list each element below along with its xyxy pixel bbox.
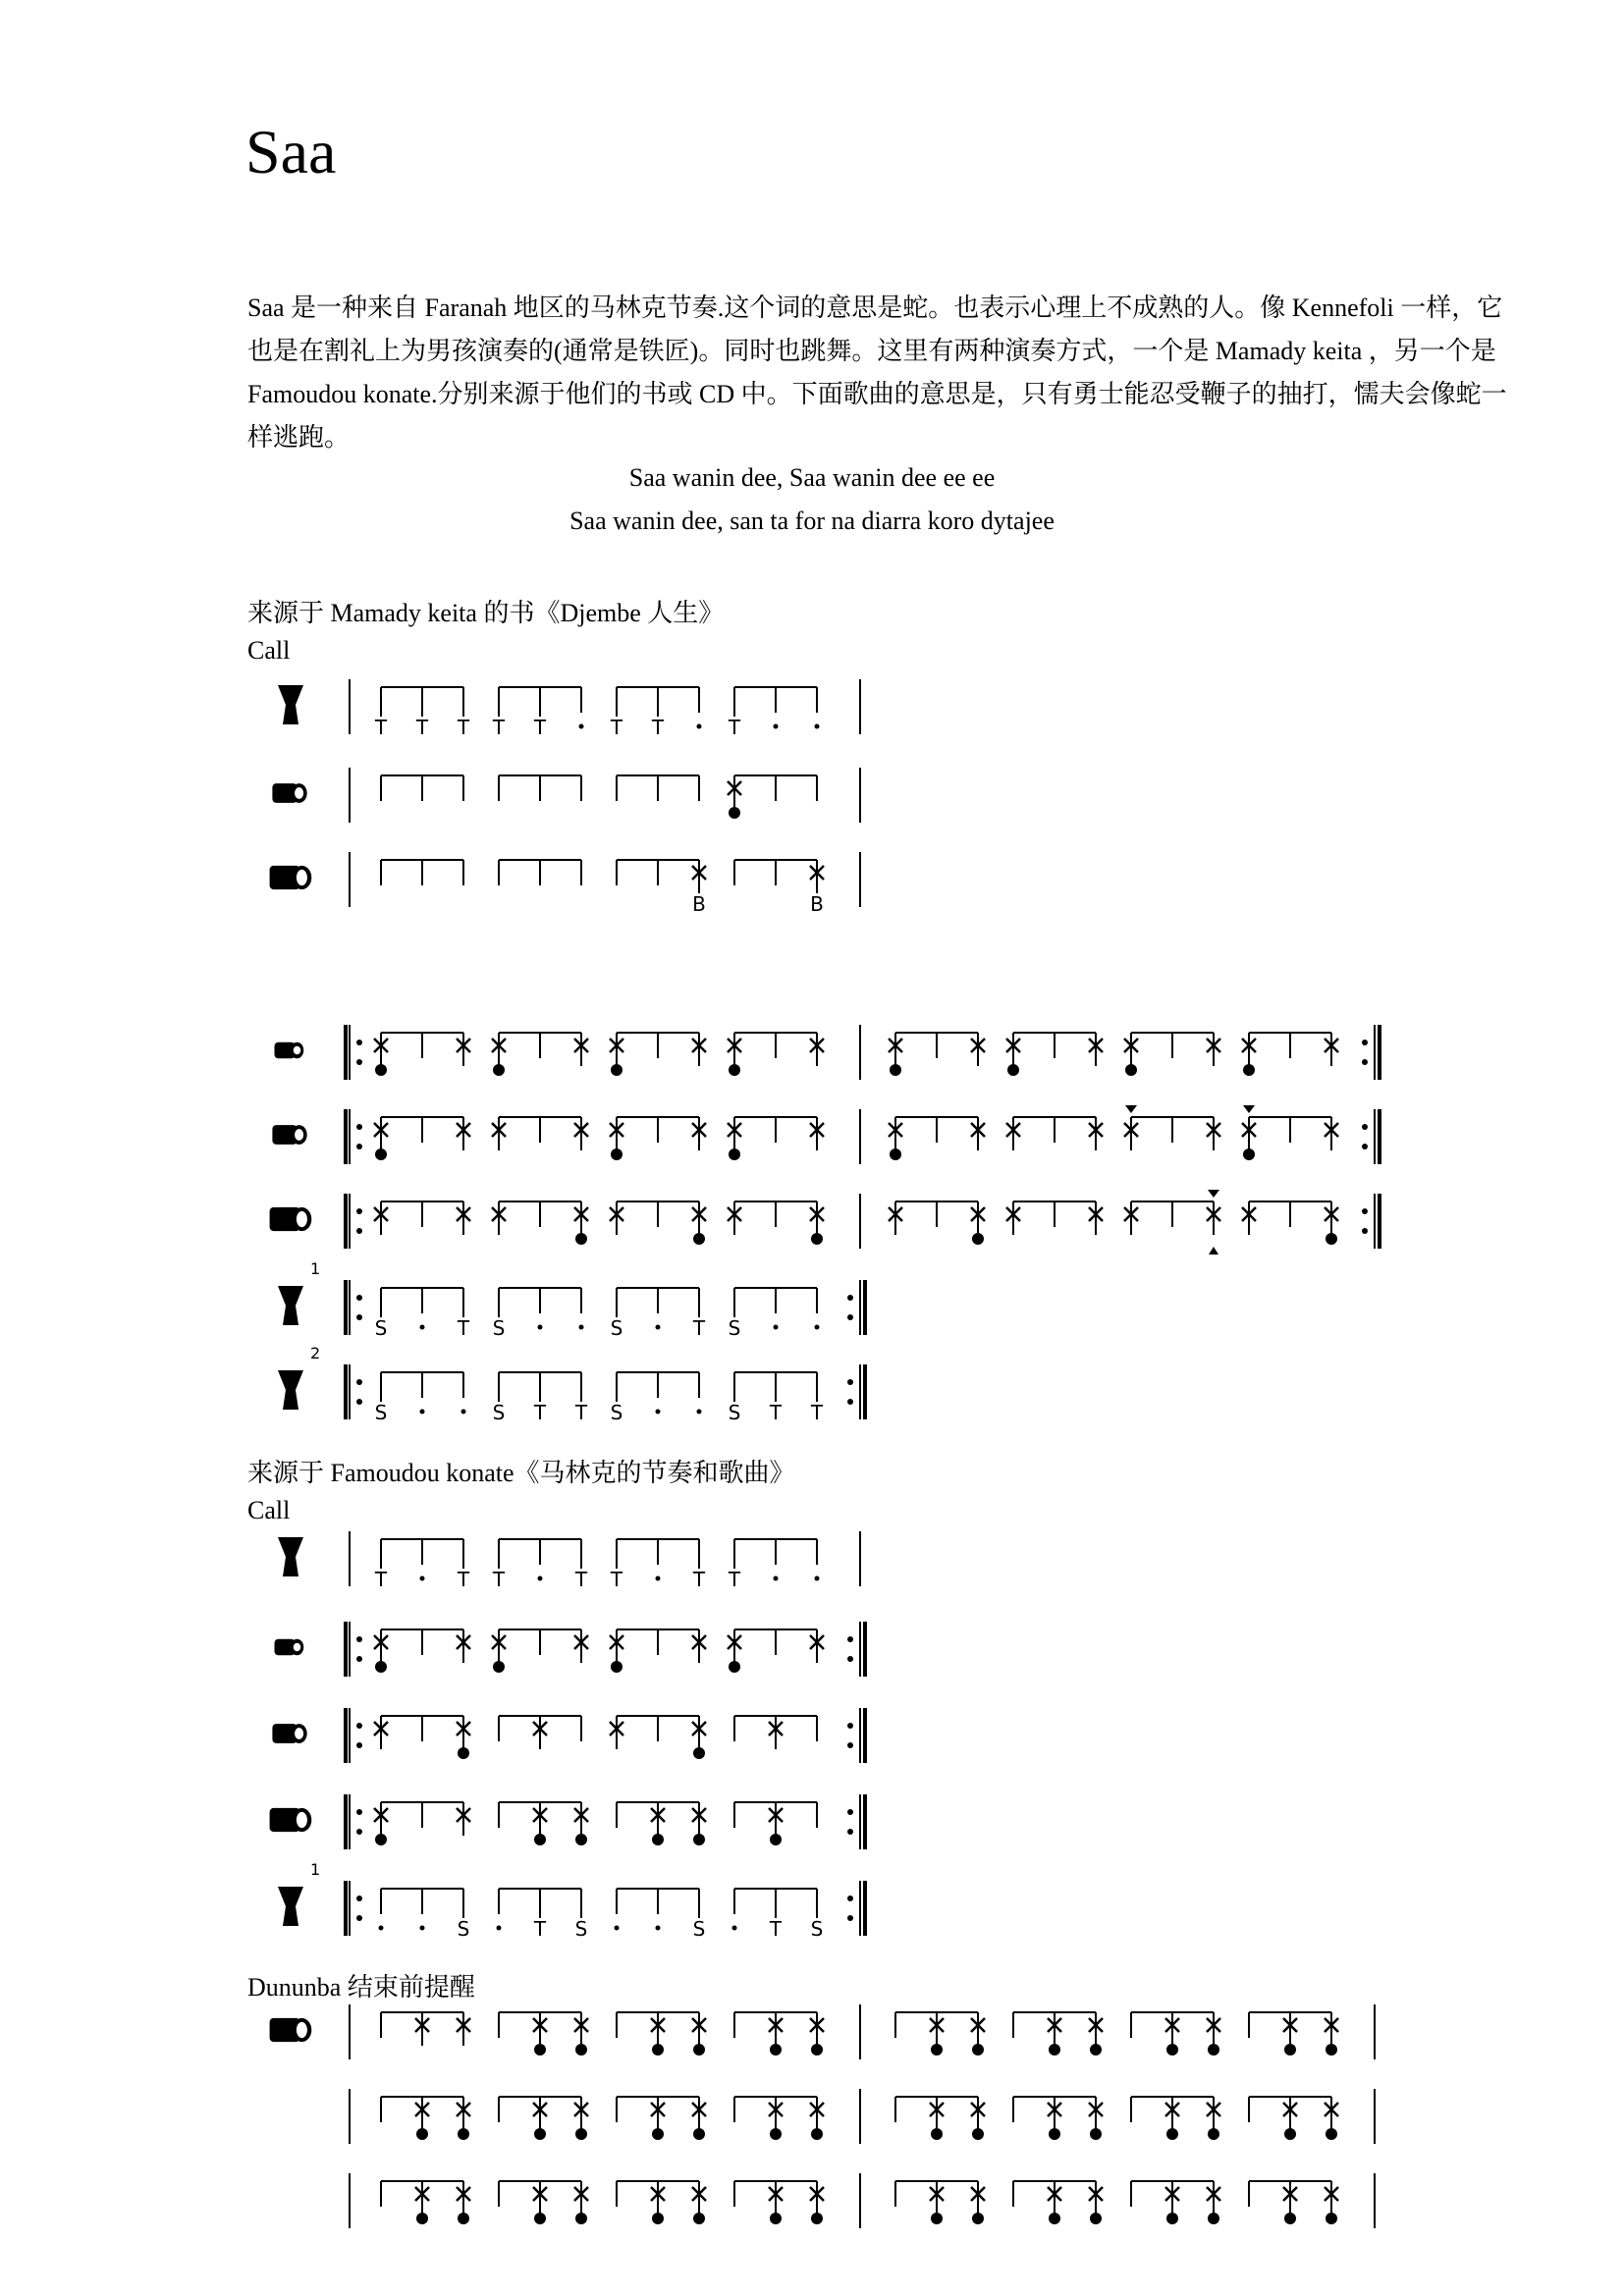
open-dot [375, 1064, 387, 1076]
open-dot [1049, 2044, 1060, 2056]
repeat-dot [356, 1636, 362, 1642]
repeat-dot [356, 1723, 362, 1729]
dununba-head-inner [297, 870, 307, 885]
sangban-icon [272, 1125, 306, 1145]
open-dot [693, 1233, 705, 1245]
kenkeni-icon [275, 1639, 304, 1656]
open-dot [611, 1064, 623, 1076]
stroke-letter: S [810, 1917, 824, 1941]
open-dot [729, 807, 740, 819]
rest-dot [774, 1325, 779, 1330]
dununba-head-inner [297, 1211, 307, 1227]
kenkeni-icon [275, 1042, 304, 1059]
repeat-dot [847, 1656, 853, 1662]
djembe-icon [278, 685, 303, 724]
djembe-shape [278, 1286, 303, 1325]
open-dot [458, 1747, 469, 1759]
open-dot [890, 1148, 901, 1160]
open-dot [693, 2128, 705, 2140]
kenkeni-head-inner [294, 1643, 301, 1652]
open-dot [931, 2128, 943, 2140]
rest-dot [379, 1926, 384, 1931]
stroke-letter: S [610, 1401, 623, 1424]
open-dot [1049, 2213, 1060, 2224]
djembe-icon [278, 1370, 303, 1410]
stroke-letter: T [374, 1568, 388, 1591]
sangban-icon [272, 783, 306, 803]
stave-4 [346, 1025, 1380, 1080]
open-dot [534, 1834, 546, 1845]
stroke-letter: T [415, 716, 429, 739]
open-dot [575, 2128, 587, 2140]
stroke-letter: S [692, 1917, 706, 1941]
rest-dot [579, 724, 584, 729]
stroke-letter: T [610, 1568, 623, 1591]
mute-mark [1243, 1105, 1255, 1113]
open-dot [770, 2044, 782, 2056]
open-dot [1166, 2213, 1178, 2224]
repeat-dot [847, 1314, 853, 1320]
rest-dot [420, 1926, 425, 1931]
stave-1 [350, 679, 860, 739]
lyric-line-1: Saa wanin dee, Saa wanin dee ee ee [628, 463, 996, 492]
open-dot [416, 2128, 428, 2140]
open-dot [1090, 2128, 1102, 2140]
stroke-letter: B [692, 892, 706, 916]
open-dot [1166, 2044, 1178, 2056]
rest-dot [497, 1926, 502, 1931]
repeat-dot [356, 1144, 362, 1149]
repeat-dot [1362, 1208, 1368, 1214]
stroke-letter: T [492, 1568, 506, 1591]
stroke-letter: T [374, 716, 388, 739]
rest-dot [815, 1576, 820, 1581]
page-title: Saa [245, 117, 337, 187]
open-dot [972, 2044, 984, 2056]
repeat-dot [356, 1059, 362, 1065]
sangban-head-inner [295, 1728, 303, 1739]
rest-dot [656, 1926, 661, 1931]
stroke-letter: T [692, 1568, 706, 1591]
lyric-line-2: Saa wanin dee, san ta for na diarra koro dytajee [569, 507, 1055, 535]
repeat-dot [356, 1208, 362, 1214]
repeat-dot [356, 1040, 362, 1045]
open-dot [1166, 2128, 1178, 2140]
djembe-icon [278, 1887, 303, 1926]
rest-dot [815, 724, 820, 729]
stroke-letter: T [810, 1401, 824, 1424]
open-dot [1090, 2044, 1102, 2056]
open-dot [375, 1661, 387, 1673]
stroke-letter: B [810, 892, 824, 916]
stroke-letter: S [457, 1917, 470, 1941]
repeat-dot [356, 1379, 362, 1385]
repeat-dot [847, 1896, 853, 1901]
stroke-letter: S [374, 1401, 388, 1424]
open-dot [1284, 2213, 1296, 2224]
stave-8 [310, 1344, 865, 1424]
stroke-letter: T [728, 716, 741, 739]
repeat-dot [847, 1379, 853, 1385]
stroke-letter: T [533, 716, 547, 739]
stroke-letter: T [651, 716, 665, 739]
open-dot [652, 2044, 664, 2056]
open-dot [811, 2213, 823, 2224]
source-mamady-keita: 来源于 Mamady keita 的书《Djembe 人生》 [247, 599, 725, 627]
repeat-dot [847, 1829, 853, 1835]
open-dot [693, 1834, 705, 1845]
open-dot [652, 2128, 664, 2140]
djembe-number: 2 [310, 1344, 321, 1362]
stroke-letter: T [457, 1568, 470, 1591]
repeat-dot [847, 1809, 853, 1815]
djembe-icon [278, 1286, 303, 1325]
stave-7 [310, 1259, 865, 1340]
open-dot [693, 2213, 705, 2224]
open-dot [1326, 2044, 1337, 2056]
djembe-shape [278, 1887, 303, 1926]
djembe-icon [278, 1537, 303, 1576]
stroke-letter: S [492, 1401, 506, 1424]
open-dot [575, 1834, 587, 1845]
repeat-dot [847, 1915, 853, 1921]
dununba-ending-label: Dununba 结束前提醒 [247, 1973, 475, 2002]
mute-mark [1208, 1190, 1219, 1198]
stave-6 [346, 1190, 1380, 1255]
open-dot [1125, 1064, 1137, 1076]
repeat-dot [1362, 1228, 1368, 1234]
djembe-shape [278, 1370, 303, 1410]
open-dot [534, 2128, 546, 2140]
repeat-dot [1362, 1124, 1368, 1130]
open-dot [729, 1064, 740, 1076]
open-dot [1243, 1064, 1255, 1076]
repeat-dot [356, 1228, 362, 1234]
djembe-shape [278, 1537, 303, 1576]
open-dot [1326, 2213, 1337, 2224]
stave-15 [350, 2089, 1375, 2144]
open-dot [972, 2128, 984, 2140]
repeat-dot [847, 1723, 853, 1729]
open-dot [575, 2213, 587, 2224]
open-dot [611, 1661, 623, 1673]
rest-dot [774, 1576, 779, 1581]
rest-dot [420, 1410, 425, 1415]
repeat-dot [847, 1295, 853, 1301]
rest-dot [656, 1576, 661, 1581]
open-dot [931, 2213, 943, 2224]
stroke-letter: T [533, 1917, 547, 1941]
repeat-dot [847, 1742, 853, 1748]
open-dot [811, 1233, 823, 1245]
stroke-letter: T [574, 1568, 588, 1591]
stroke-letter: S [374, 1316, 388, 1340]
mute-mark [1125, 1105, 1137, 1113]
open-dot [693, 1747, 705, 1759]
open-dot [611, 1148, 623, 1160]
stroke-letter: T [533, 1401, 547, 1424]
open-dot [1007, 1064, 1019, 1076]
djembe-number: 1 [310, 1860, 321, 1879]
stroke-letter: T [457, 1316, 470, 1340]
open-dot [1243, 1148, 1255, 1160]
open-dot [575, 2044, 587, 2056]
dununba-head-inner [297, 1812, 307, 1828]
repeat-dot [356, 1295, 362, 1301]
repeat-dot [356, 1809, 362, 1815]
stroke-letter: T [457, 716, 470, 739]
stroke-letter: T [574, 1401, 588, 1424]
dununba-icon [270, 866, 312, 889]
open-dot [652, 2213, 664, 2224]
dununba-icon [270, 1207, 312, 1231]
open-dot [770, 2128, 782, 2140]
open-dot [534, 2213, 546, 2224]
open-dot [729, 1148, 740, 1160]
rest-dot [420, 1576, 425, 1581]
repeat-dot [1362, 1040, 1368, 1045]
stroke-letter: T [769, 1401, 783, 1424]
open-dot [375, 1834, 387, 1845]
open-dot [375, 1148, 387, 1160]
open-dot [770, 1834, 782, 1845]
open-dot [493, 1661, 505, 1673]
stroke-letter: S [728, 1401, 741, 1424]
open-dot [729, 1661, 740, 1673]
call-label-1: Call [247, 636, 291, 665]
rest-dot [656, 1410, 661, 1415]
open-dot [890, 1064, 901, 1076]
open-dot [931, 2044, 943, 2056]
repeat-dot [356, 1915, 362, 1921]
stave-3 [350, 852, 860, 916]
dununba-icon [270, 1808, 312, 1832]
open-dot [1208, 2213, 1219, 2224]
open-dot [652, 1834, 664, 1845]
stroke-letter: T [769, 1917, 783, 1941]
open-dot [575, 1233, 587, 1245]
dununba-icon [270, 2018, 312, 2042]
dununba-head-inner [297, 2022, 307, 2038]
stroke-letter: S [492, 1316, 506, 1340]
rest-dot [579, 1325, 584, 1330]
stave-9 [350, 1531, 860, 1591]
stave-16 [350, 2173, 1375, 2228]
stave-11 [346, 1708, 865, 1763]
repeat-dot [356, 1314, 362, 1320]
rest-dot [697, 1410, 702, 1415]
stave-13 [310, 1860, 865, 1941]
open-dot [1090, 2213, 1102, 2224]
djembe-shape [278, 685, 303, 724]
stroke-letter: T [610, 716, 623, 739]
stave-2 [350, 768, 860, 823]
open-dot [534, 2044, 546, 2056]
open-dot [458, 2213, 469, 2224]
open-dot [1208, 2044, 1219, 2056]
sangban-head-inner [295, 787, 303, 799]
repeat-dot [1362, 1144, 1368, 1149]
repeat-dot [356, 1742, 362, 1748]
repeat-dot [1362, 1059, 1368, 1065]
accent-mark [1209, 1247, 1218, 1255]
sangban-icon [272, 1724, 306, 1743]
open-dot [1049, 2128, 1060, 2140]
open-dot [811, 2128, 823, 2140]
open-dot [770, 2213, 782, 2224]
open-dot [1284, 2044, 1296, 2056]
djembe-number: 1 [310, 1259, 321, 1278]
rest-dot [461, 1410, 466, 1415]
repeat-dot [356, 1656, 362, 1662]
open-dot [972, 2213, 984, 2224]
open-dot [416, 2213, 428, 2224]
rest-dot [732, 1926, 737, 1931]
stroke-letter: T [492, 716, 506, 739]
rest-dot [420, 1325, 425, 1330]
repeat-dot [356, 1124, 362, 1130]
intro-paragraph: Saa 是一种来自 Faranah 地区的马林克节奏.这个词的意思是蛇。也表示心理上不成熟的人。像 Kennefoli 一样，它也是在割礼上为男孩演奏的(通常是铁匠)。同时也跳舞。这里有两种演奏方式，一个是 Mamady keita ，另一个是 Famoudou konate.分别来源于他们的书或 CD 中。下面歌曲的意思是，只有勇士能忍受鞭子的抽打，懦夫会像蛇一样逃跑。 [247, 294, 1507, 452]
open-dot [693, 2044, 705, 2056]
rest-dot [615, 1926, 620, 1931]
stroke-letter: T [728, 1568, 741, 1591]
open-dot [1326, 2128, 1337, 2140]
repeat-dot [356, 1399, 362, 1405]
open-dot [972, 1233, 984, 1245]
repeat-dot [847, 1636, 853, 1642]
call-label-2: Call [247, 1496, 291, 1524]
open-dot [1284, 2128, 1296, 2140]
rest-dot [815, 1325, 820, 1330]
stave-10 [346, 1622, 865, 1677]
repeat-dot [356, 1829, 362, 1835]
rest-dot [697, 724, 702, 729]
stave-5 [346, 1105, 1380, 1164]
open-dot [493, 1064, 505, 1076]
open-dot [458, 2128, 469, 2140]
stroke-letter: S [728, 1316, 741, 1340]
repeat-dot [356, 1896, 362, 1901]
open-dot [1326, 1233, 1337, 1245]
open-dot [1208, 2128, 1219, 2140]
stroke-letter: S [610, 1316, 623, 1340]
stroke-letter: S [574, 1917, 588, 1941]
rest-dot [538, 1576, 543, 1581]
rest-dot [538, 1325, 543, 1330]
repeat-dot [847, 1399, 853, 1405]
sangban-head-inner [295, 1129, 303, 1141]
stave-12 [346, 1794, 865, 1849]
stave-14 [350, 2004, 1375, 2059]
rest-dot [774, 724, 779, 729]
kenkeni-head-inner [294, 1046, 301, 1055]
source-famoudou-konate: 来源于 Famoudou konate《马林克的节奏和歌曲》 [247, 1459, 795, 1487]
stroke-letter: T [692, 1316, 706, 1340]
rest-dot [656, 1325, 661, 1330]
open-dot [811, 2044, 823, 2056]
